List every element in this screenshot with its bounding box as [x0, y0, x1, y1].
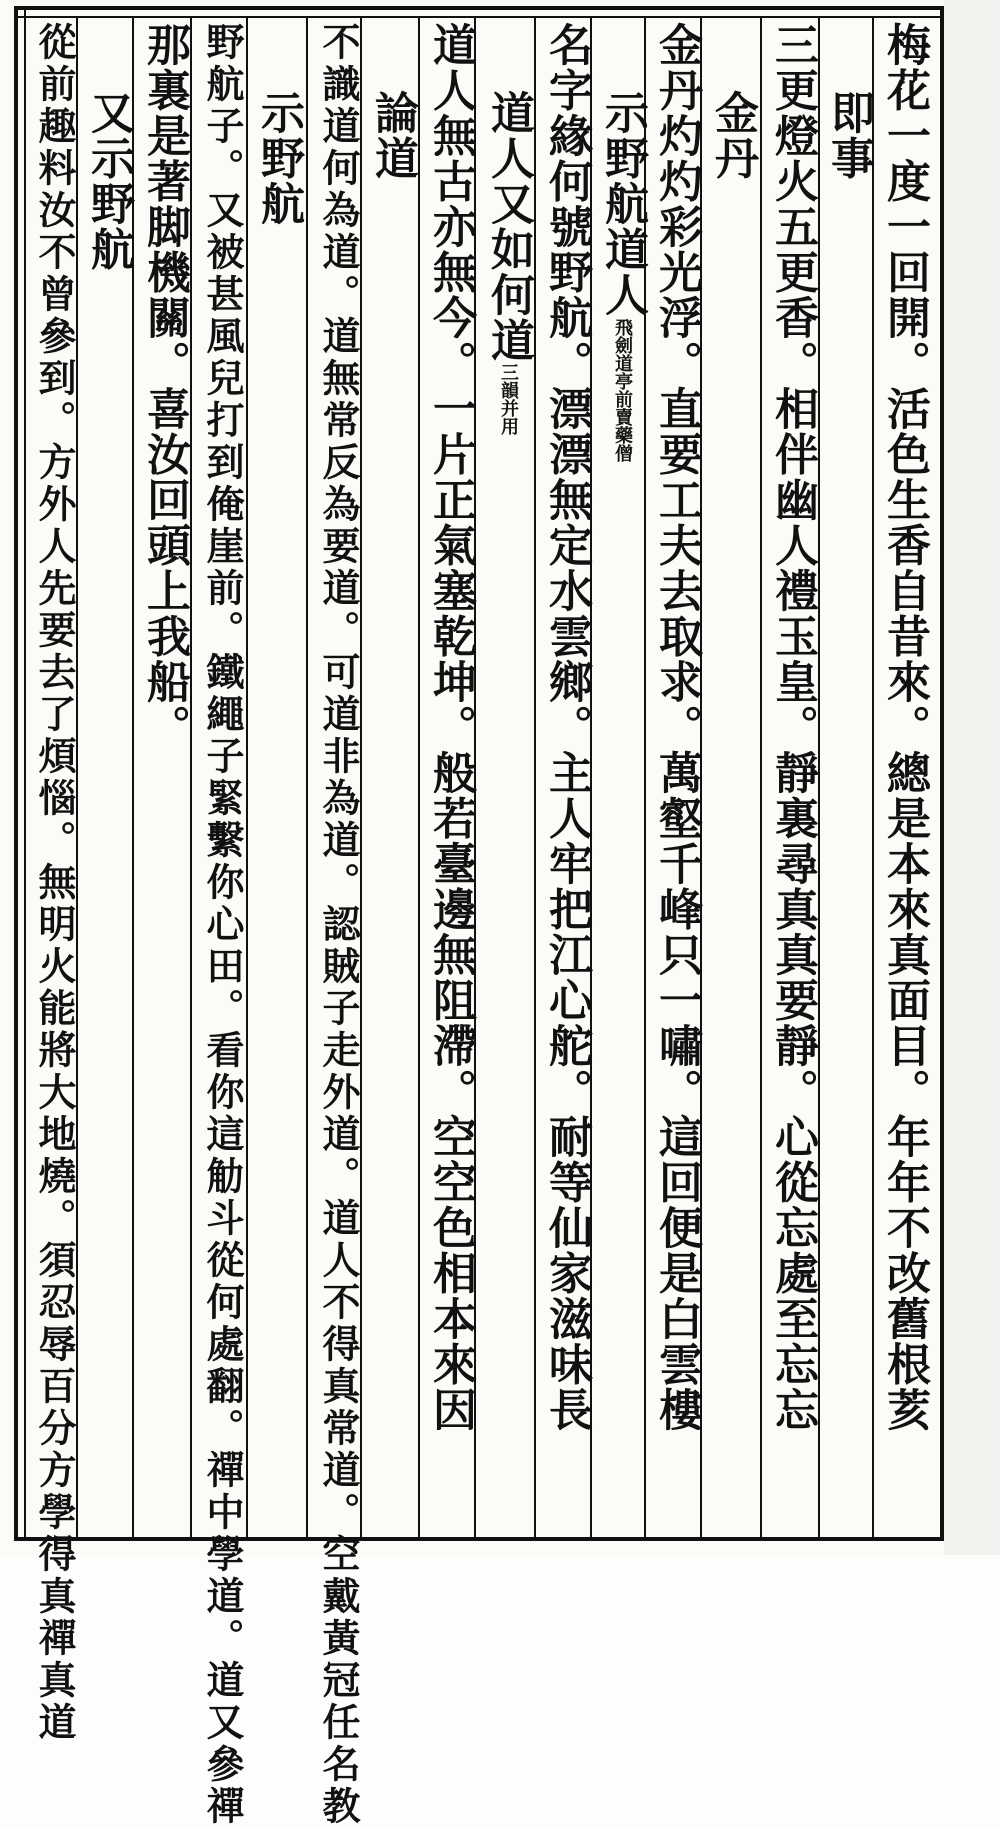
- poem-title: [482, 90, 534, 435]
- column-rule: [190, 18, 192, 1538]
- column-rule: [872, 18, 874, 1538]
- annotation: 飛劍道亭: [612, 317, 633, 390]
- poem-title: 論道: [367, 90, 418, 181]
- poem-line: 那裏是著脚機關。喜汝回頭上我船。: [139, 22, 190, 750]
- column-rule: [818, 18, 820, 1538]
- poem-title: 即事: [823, 90, 874, 181]
- annotation: 前賣藥僧: [612, 389, 633, 462]
- poem-line: 從前趣料汝不曾參到。方外人先要去了煩惱。無明火能將大地燒。須忍辱百分方學得真禪真道: [32, 22, 77, 1744]
- poem-line: 梅花一度一回開。活色生香自昔來。總是本來真面目。年年不改舊根荄: [879, 22, 930, 1433]
- poem-line: 道人無古亦無今。一片正氣塞乾坤。般若臺邊無阻滯。空空色相本來因: [425, 22, 476, 1433]
- poem-title: 又示野航: [83, 90, 134, 272]
- border-left-rule: [24, 6, 26, 1541]
- poem-title-text: 示野航道人: [597, 90, 648, 318]
- poem-title: 示野航: [253, 90, 304, 227]
- column-rule: [534, 18, 536, 1538]
- page-margin: [944, 0, 1000, 1555]
- annotation: 三韻: [498, 363, 519, 399]
- column-rule: [760, 18, 762, 1538]
- column-rule: [418, 18, 420, 1538]
- column-rule: [306, 18, 308, 1538]
- poem-line: 名字緣何號野航。漂漂無定水雲鄉。主人牢把江心舵。耐等仙家滋味長: [541, 22, 592, 1433]
- poem-line: 三更燈火五更香。相伴幽人禮玉皇。靜裏尋真真要靜。心從忘處至忘忘: [767, 22, 818, 1433]
- poem-title: 金丹: [707, 90, 758, 181]
- poem-title-text: 道人又如何道: [483, 90, 534, 363]
- poem-line: 金丹灼灼彩光浮。直要工夫去取求。萬壑千峰只一嘯。這回便是白雲樓: [651, 22, 702, 1433]
- border-top-rule: [14, 16, 944, 18]
- poem-title: [596, 90, 648, 462]
- poem-line: 野航子。又被甚風兒打到俺崖前。鐵繩子緊繫你心田。看你這觔斗從何處翻。禪中學道。道又參禪: [200, 22, 245, 1828]
- poem-line: 不識道何為道。道無常反為要道。可道非為道。認賊子走外道。道人不得真常道。空戴黃冠任名教: [316, 22, 361, 1828]
- annotation: 并用: [498, 399, 519, 435]
